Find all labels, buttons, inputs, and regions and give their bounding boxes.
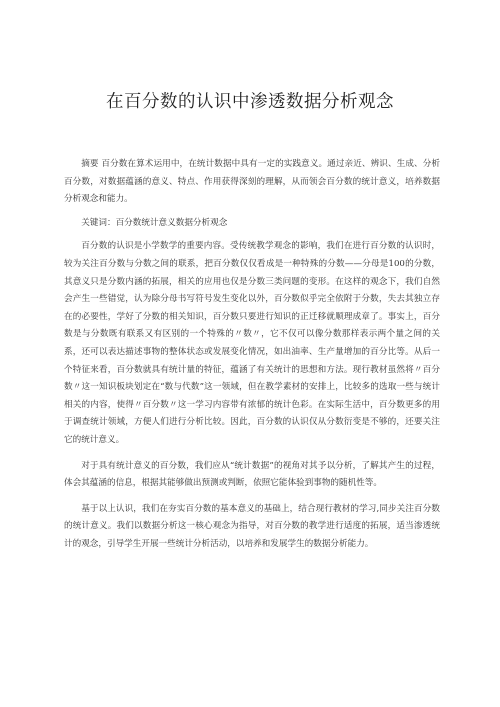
document-body xyxy=(64,156,440,553)
keywords-paragraph: 关键词：百分数统计意义数据分析观念 xyxy=(81,217,228,228)
body-paragraph: 基于以上认识，我们在夯实百分数的基本意义的基础上，结合现行教材的学习,同步关注百分数的统计意义。我们以数据分析这一核心观念为指导，对百分数的教学进行适度的拓展，适当渗透统计的观念，引导学生开展一些统计分析活动，以培养和发展学生的数据分析能力。 xyxy=(64,503,440,549)
body-paragraph: 对于具有统计意义的百分数，我们应从“统计数据”的视角对其予以分析，了解其产生的过程，体会其蕴涵的信息，根据其能够做出预测或判断，依照它能体验到事物的随机性等。 xyxy=(64,460,440,489)
body-paragraph: 百分数的认识是小学数学的重要内容。受传统教学观念的影响，我们在进行百分数的认识时，较为关注百分数与分数之间的联系，把百分数仅仅看成是一种特殊的分数——分母是100的分数，其意义只是分数内涵的拓展，相关的应用也仅是分数三类问题的变形。在这样的观念下，我们自然会产生一些错觉，认为除分母书写符号发生变化以外，百分数似乎完全依附于分数，失去其独立存在的必要性，学好了分数的相关知识，百分数只要进行知识的正迁移就顺理成章了。事实上，百分数是与分数既有联系又有区别的一个特殊的〃数〃，它不仅可以像分数那样表示两个量之间的关系，还可以表达描述事物的整体状态或发展变化情况，如出油率、生产量增加的百分比等。从后一个特征来看，百分数就具有统计量的特征，蕴涵了有关统计的思想和方法。现行教材虽然将〃百分数〃这一知识板块划定在“数与代数”这一领域，但在教学素材的安排上，比较多的选取一些与统计相关的内容，使得〃百分数〃这一学习内容带有浓郁的统计色彩。在实际生活中，百分数更多的用于调查统计领域，方便人们进行分析比较。因此，百分数的认识仅从分数衍变是不够的，还要关注它的统计意义。 xyxy=(64,241,440,445)
abstract-paragraph: 摘要 百分数在算术运用中，在统计数据中具有一定的实践意义。通过亲近、辨识、生成、分析百分数，对数据蕴涵的意义、特点、作用获得深刻的理解，从而领会百分数的统计意义，培养数据分析观念和能力。 xyxy=(64,159,440,205)
document-title: 在百分数的认识中渗透数据分析观念 xyxy=(106,92,394,112)
